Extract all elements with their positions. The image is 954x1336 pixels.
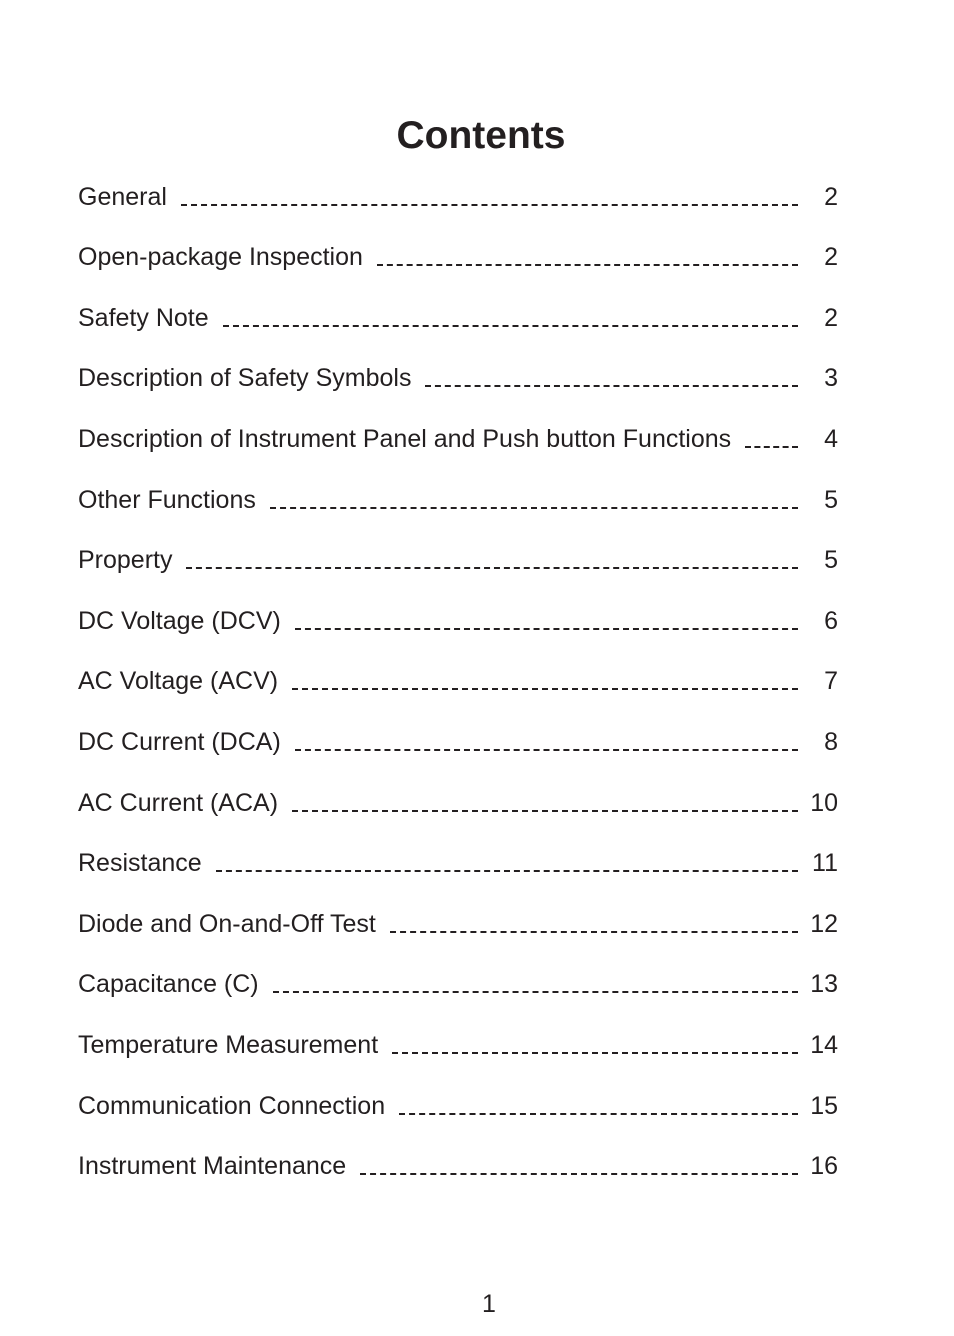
toc-entry-page-number: 2 [824, 182, 838, 211]
dotted-leader [216, 870, 798, 872]
dotted-leader [425, 385, 798, 387]
toc-entry-title: Safety Note [78, 303, 209, 332]
toc-entry [78, 338, 838, 399]
toc-entry [78, 944, 838, 1005]
dotted-leader [186, 567, 798, 569]
dotted-leader [360, 1173, 798, 1175]
toc-entry-page-number: 5 [824, 546, 838, 575]
toc-entry-title: AC Voltage (ACV) [78, 667, 279, 696]
dotted-leader [223, 325, 798, 327]
toc-entry-page-number: 2 [824, 303, 838, 332]
dotted-leader [181, 204, 798, 206]
toc-entry-title: Open-package Inspection [78, 243, 363, 272]
toc-entry-title: Other Functions [78, 485, 256, 514]
toc-entry-page-number: 3 [824, 364, 838, 393]
dotted-leader [295, 749, 798, 751]
toc-entry [78, 1004, 838, 1065]
dotted-leader [392, 1052, 798, 1054]
toc-entry-page-number: 6 [824, 606, 838, 635]
toc-entry-page-number: 7 [824, 667, 838, 696]
toc-entry-page-number: 14 [810, 1030, 838, 1059]
dotted-leader [399, 1113, 798, 1115]
toc-entry-title: Resistance [78, 849, 202, 878]
dotted-leader [377, 264, 798, 266]
toc-entry-title: DC Current (DCA) [78, 727, 281, 756]
toc-entry [78, 277, 838, 338]
toc-entry-page-number: 11 [812, 849, 838, 878]
toc-entry [78, 701, 838, 762]
toc-entry-title: Description of Instrument Panel and Push button Functions [78, 424, 732, 453]
toc-entry [78, 1126, 838, 1187]
dotted-leader [390, 931, 798, 933]
dotted-leader [292, 688, 798, 690]
toc-entry [78, 823, 838, 884]
toc-entry [78, 762, 838, 823]
toc-entry-page-number: 8 [824, 727, 838, 756]
toc-entry-title: Description of Safety Symbols [78, 364, 412, 393]
toc-entry-title: Temperature Measurement [78, 1030, 379, 1059]
toc-entry-title: Diode and On-and-Off Test [78, 909, 376, 938]
dotted-leader [273, 991, 798, 993]
toc-entry-page-number: 5 [824, 485, 838, 514]
toc-entry-page-number: 12 [810, 909, 838, 938]
dotted-leader [745, 446, 798, 448]
dotted-leader [295, 628, 798, 630]
toc-entry-page-number: 10 [810, 788, 838, 817]
toc-entry-page-number: 15 [810, 1091, 838, 1120]
toc-entry-page-number: 13 [810, 970, 838, 999]
dotted-leader [270, 507, 798, 509]
toc-entry-title: Capacitance (C) [78, 970, 259, 999]
toc-entry [78, 641, 838, 702]
toc-entry [78, 217, 838, 278]
toc-entry [78, 883, 838, 944]
toc-entry-page-number: 2 [824, 243, 838, 272]
dotted-leader [292, 810, 798, 812]
page-title: Contents [396, 114, 566, 158]
toc-entry-title: Instrument Maintenance [78, 1152, 347, 1181]
toc-entry [78, 520, 838, 581]
page-number: 1 [482, 1290, 496, 1318]
toc-entry [78, 398, 838, 459]
toc-entry-title: General [78, 182, 167, 211]
toc-entry [78, 156, 838, 217]
toc-entry-title: AC Current (ACA) [78, 788, 279, 817]
toc-entry-title: Communication Connection [78, 1091, 386, 1120]
toc-entry-title: Property [78, 546, 173, 575]
toc-entry-page-number: 16 [810, 1152, 838, 1181]
toc-entry-page-number: 4 [824, 424, 838, 453]
toc-entry [78, 580, 838, 641]
toc-entry [78, 1065, 838, 1126]
table-of-contents [78, 156, 838, 1186]
toc-entry [78, 459, 838, 520]
toc-entry-title: DC Voltage (DCV) [78, 606, 281, 635]
